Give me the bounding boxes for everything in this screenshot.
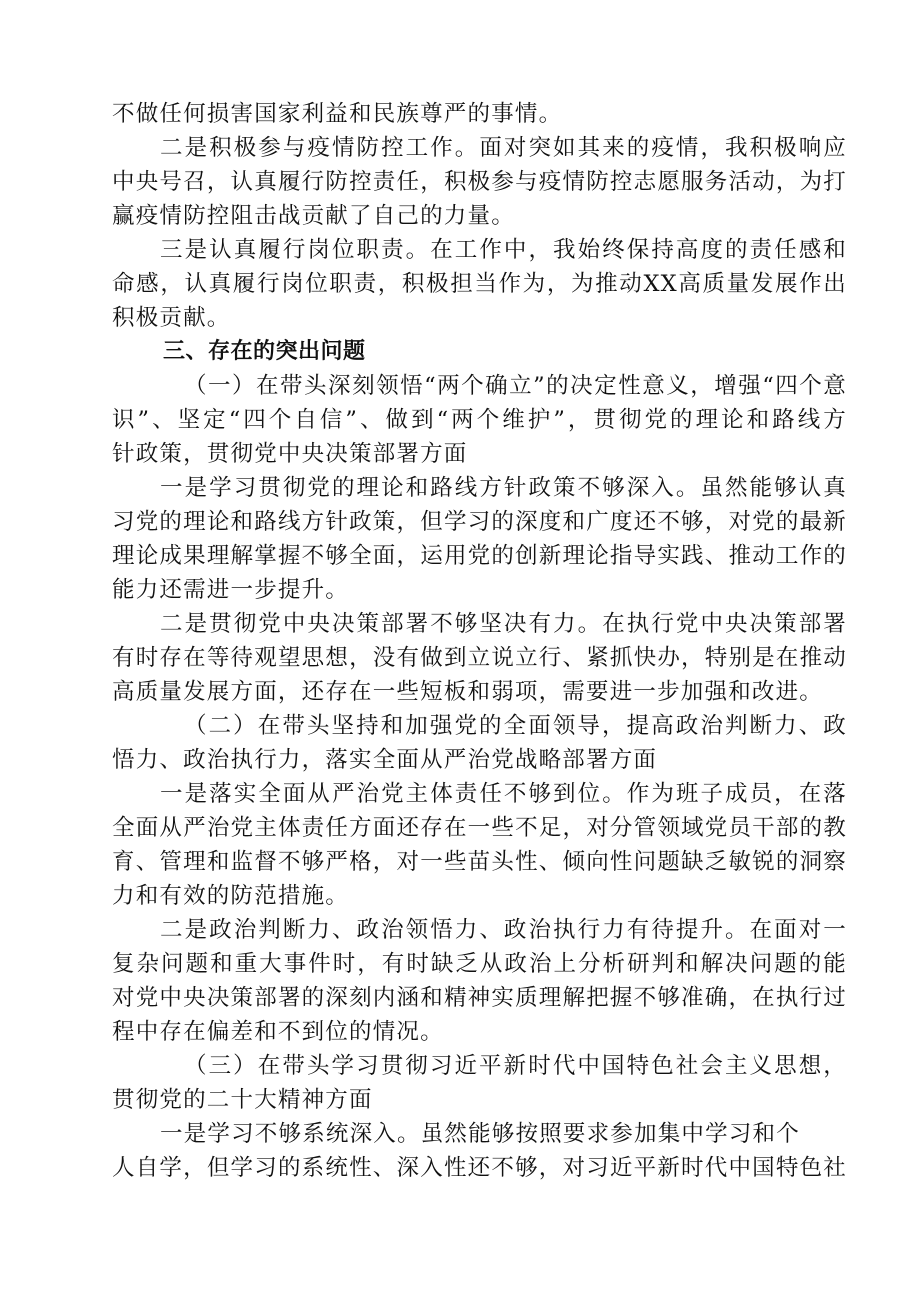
paragraph-line: 复杂问题和重大事件时，有时缺乏从政治上分析研判和解决问题的能 — [112, 951, 847, 977]
paragraph-line: 程中存在偏差和不到位的情况。 — [112, 1019, 444, 1045]
paragraph-line: 全面从严治党主体责任方面还存在一些不足，对分管领域党员干部的教 — [112, 815, 847, 841]
section-heading: 三、存在的突出问题 — [163, 339, 366, 364]
paragraph-line: 中央号召，认真履行防控责任，积极参与疫情防控志愿服务活动，为打 — [112, 169, 847, 195]
paragraph-line: 命感，认真履行岗位职责，积极担当作为，为推动XX高质量发展作出 — [112, 271, 847, 297]
paragraph-line: 人自学，但学习的系统性、深入性还不够，对习近平新时代中国特色社 — [112, 1155, 847, 1181]
paragraph-line: 一是学习不够系统深入。虽然能够按照要求参加集中学习和个 — [160, 1121, 800, 1147]
subsection-heading-line: （一）在带头深刻领悟“两个确立”的决定性意义，增强“四个意 — [184, 373, 847, 399]
paragraph-line: 能力还需进一步提升。 — [112, 577, 350, 603]
paragraph-line: 一是学习贯彻党的理论和路线方针政策不够深入。虽然能够认真 — [160, 475, 847, 501]
paragraph-line: 二是积极参与疫情防控工作。面对突如其来的疫情，我积极响应 — [160, 135, 847, 161]
paragraph-line: 习党的理论和路线方针政策，但学习的深度和广度还不够，对党的最新 — [112, 509, 847, 535]
paragraph-line: 高质量发展方面，还存在一些短板和弱项，需要进一步加强和改进。 — [112, 679, 824, 705]
paragraph-line: 三是认真履行岗位职责。在工作中，我始终保持高度的责任感和 — [160, 237, 847, 263]
paragraph-line: 理论成果理解掌握不够全面，运用党的创新理论指导实践、推动工作的 — [112, 543, 847, 569]
paragraph-line: 二是政治判断力、政治领悟力、政治执行力有待提升。在面对一 — [160, 917, 847, 943]
subsection-heading-line: 识”、坚定“四个自信”、做到“两个维护”，贯彻党的理论和路线方 — [112, 407, 847, 433]
paragraph-line: 有时存在等待观望思想，没有做到立说立行、紧抓快办，特别是在推动 — [112, 645, 847, 671]
paragraph-line: 育、管理和监督不够严格，对一些苗头性、倾向性问题缺乏敏锐的洞察 — [112, 849, 847, 875]
subsection-heading-line: （三）在带头学习贯彻习近平新时代中国特色社会主义思想， — [184, 1053, 847, 1079]
paragraph-line: 对党中央决策部署的深刻内涵和精神实质理解把握不够准确，在执行过 — [112, 985, 847, 1011]
paragraph-line: 一是落实全面从严治党主体责任不够到位。作为班子成员，在落 — [160, 781, 847, 807]
paragraph-line: 力和有效的防范措施。 — [112, 883, 350, 909]
paragraph-line: 不做任何损害国家利益和民族尊严的事情。 — [112, 101, 563, 127]
subsection-heading-line: 针政策，贯彻党中央决策部署方面 — [112, 441, 468, 467]
paragraph-line: 二是贯彻党中央决策部署不够坚决有力。在执行党中央决策部署 — [160, 611, 847, 637]
subsection-heading-line: 悟力、政治执行力，落实全面从严治党战略部署方面 — [112, 747, 658, 773]
paragraph-line: 赢疫情防控阻击战贡献了自己的力量。 — [112, 203, 515, 229]
subsection-heading-line: （二）在带头坚持和加强党的全面领导，提高政治判断力、政 — [184, 713, 847, 739]
paragraph-line: 积极贡献。 — [112, 305, 231, 331]
subsection-heading-line: 贯彻党的二十大精神方面 — [112, 1087, 373, 1113]
